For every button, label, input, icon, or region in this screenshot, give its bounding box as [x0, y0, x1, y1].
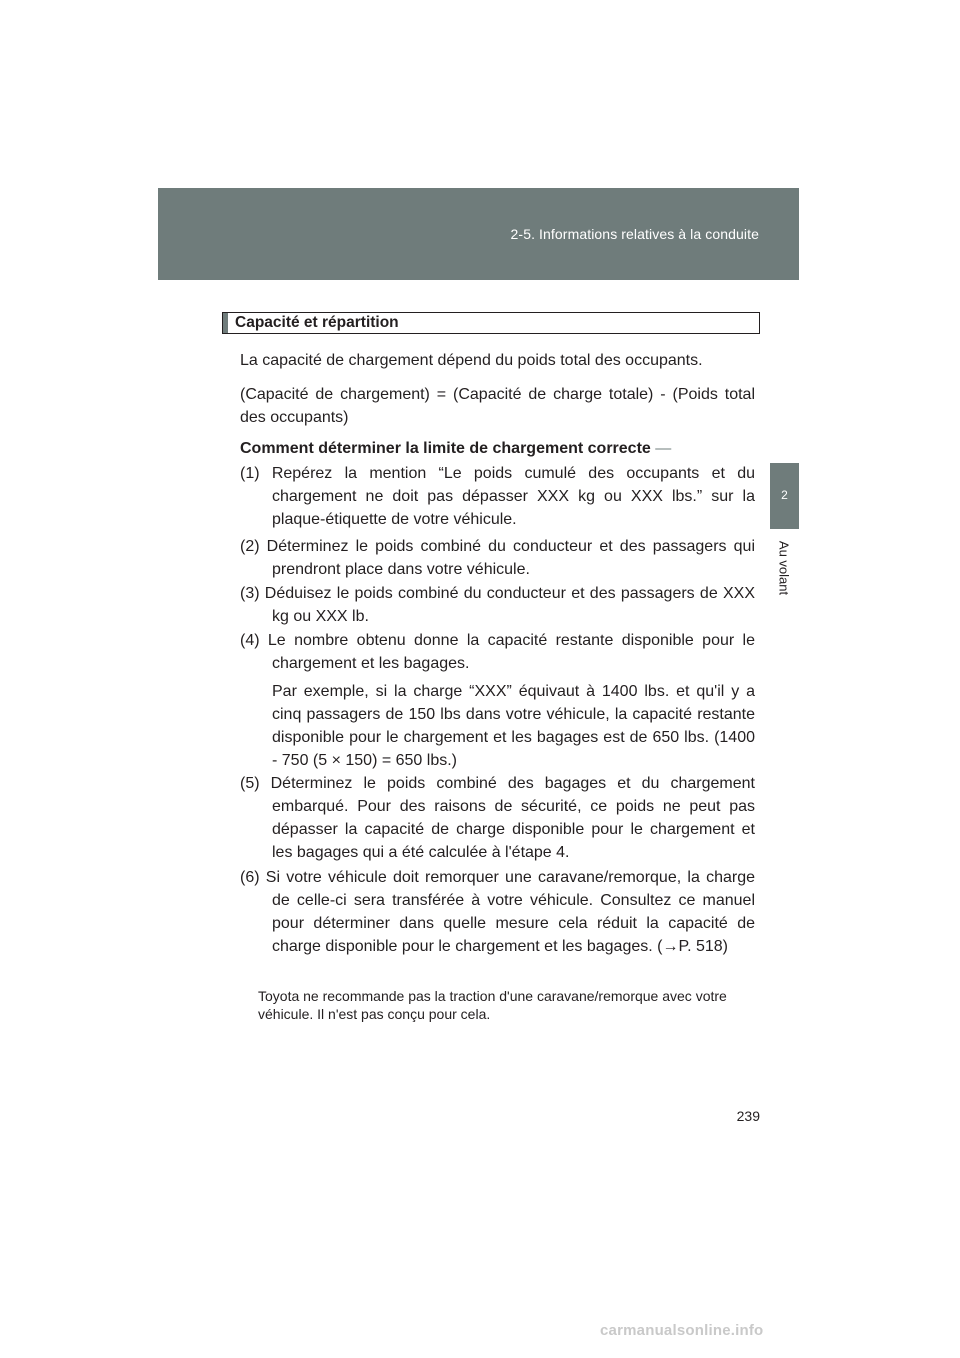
howto-heading-text: Comment déterminer la limite de chargement correcte [240, 440, 651, 457]
step-3: (3) Déduisez le poids combiné du conducteur et des passagers de XXX kg ou XXX lb. [240, 585, 755, 625]
footer-watermark: carmanualsonline.info [600, 1322, 764, 1339]
intro-paragraph: La capacité de chargement dépend du poids total des occupants. [240, 352, 703, 369]
note-paragraph: Toyota ne recommande pas la traction d'une caravane/remorque avec votre véhicule. Il n'est pas conçu pour cela. [258, 988, 727, 1022]
page-number: 239 [736, 1108, 760, 1124]
chapter-tab [770, 463, 799, 529]
step-5: (5) Déterminez le poids combiné des bagages et du chargement embarqué. Pour des raisons de sécurité, ce poids ne peut pas dépasser la capacité de charge disponible pour le chargement et les bagages qui a été calculée à l'étape 4. [240, 775, 755, 861]
header-section-title: 2-5. Informations relatives à la conduite [510, 226, 759, 242]
step-4: (4) Le nombre obtenu donne la capacité restante disponible pour le chargement et les bagages. [240, 632, 755, 672]
howto-heading [240, 437, 755, 460]
chapter-label: Au volant [776, 540, 792, 596]
section-title: Capacité et répartition [235, 314, 399, 331]
example-paragraph: Par exemple, si la charge “XXX” équivaut à 1400 lbs. et qu'il y a cinq passagers de 150 lbs dans votre véhicule, la capacité restante disponible pour le chargement et les bagages est de 650 lbs. (1400 - 750 (5 × 150) = 650 lbs.) [272, 683, 755, 769]
section-heading-box [222, 312, 760, 334]
chapter-number: 2 [781, 488, 788, 502]
formula-paragraph: (Capacité de chargement) = (Capacité de charge totale) - (Poids total des occupants) [240, 386, 755, 426]
step-6: (6) Si votre véhicule doit remorquer une caravane/remorque, la charge de celle-ci sera transférée à votre véhicule. Consultez ce manuel pour déterminer dans quelle mesure cela réduit la capacité de charge disponible pour le chargement et les bagages. (→P. 518) [240, 869, 755, 955]
howto-heading-dash: — [655, 440, 672, 457]
step-2: (2) Déterminez le poids combiné du conducteur et des passagers qui prendront place dans votre véhicule. [240, 538, 755, 578]
header-band [158, 188, 799, 280]
step-1: (1) Repérez la mention “Le poids cumulé des occupants et du chargement ne doit pas dépasser XXX kg ou XXX lbs.” sur la plaque-étiquette de votre véhicule. [240, 465, 755, 528]
section-heading-bar [223, 313, 228, 333]
